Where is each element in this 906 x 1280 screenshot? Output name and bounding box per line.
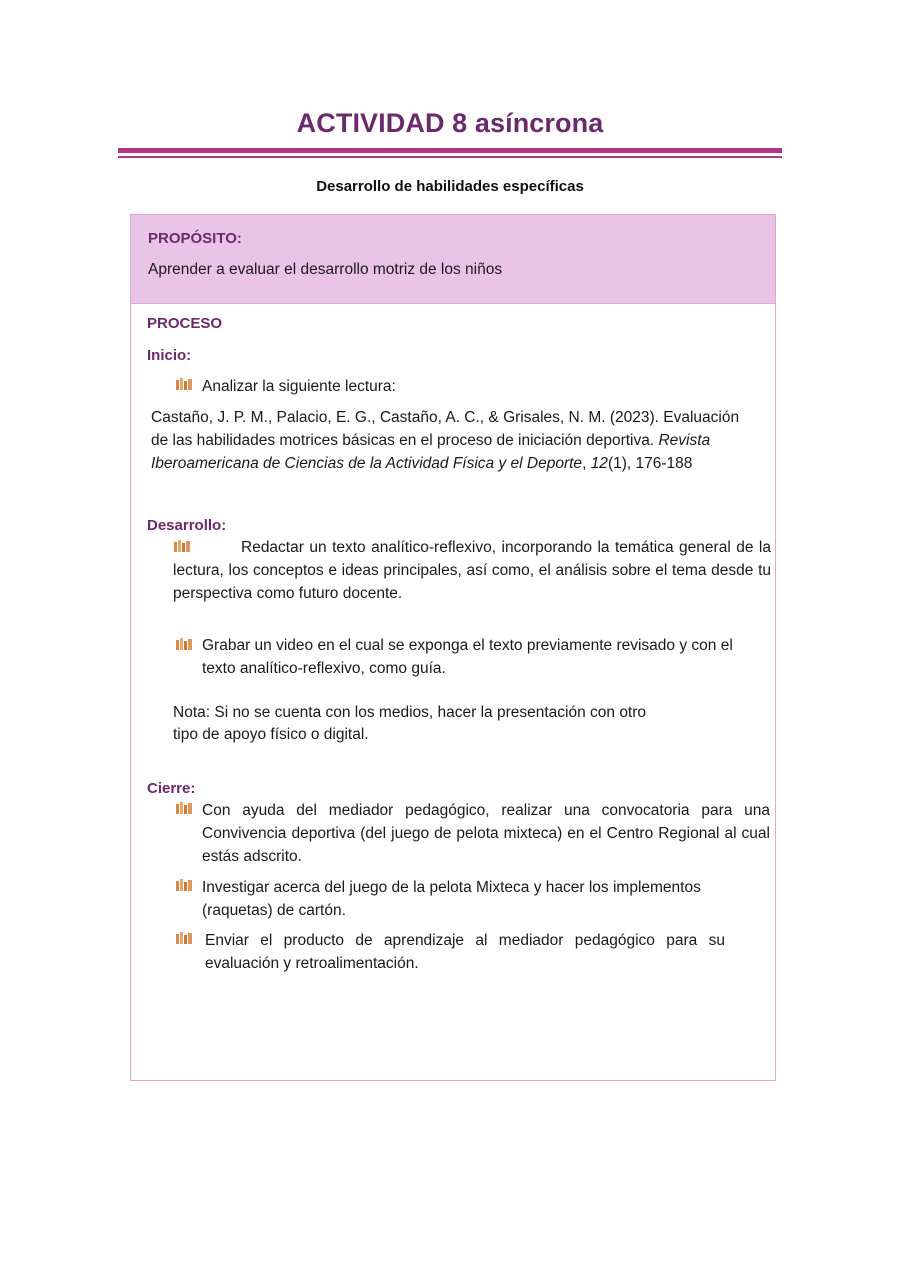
- activity-box: [130, 214, 776, 1081]
- note-line2: tipo de apoyo físico o digital.: [173, 726, 369, 743]
- page-title: ACTIVIDAD 8 asíncrona: [296, 108, 604, 138]
- book-bullet-icon: [175, 801, 195, 815]
- purpose-section: [131, 215, 775, 304]
- cierre-bullet1-text: Con ayuda del mediador pedagógico, realizar una convocatoria para una Convivencia deportiva (del juego de pelota mixteca) en el Centro Regional al cual estás adscrito.: [202, 802, 770, 865]
- reference-sep: ,: [582, 455, 591, 472]
- note-line1: Nota: Si no se cuenta con los medios, hacer la presentación con otro: [173, 704, 647, 721]
- reference-authors: Castaño, J. P. M., Palacio, E. G., Castaño, A. C., & Grisales, N. M. (2023). Evaluación de las habilidades motrices básicas en el proceso de iniciación deportiva.: [151, 409, 740, 449]
- title-rule-thin: [118, 156, 782, 158]
- page-subtitle: Desarrollo de habilidades específicas: [316, 178, 584, 195]
- reference-journal: Revista Iberoamericana de Ciencias de la Actividad Física y el Deporte: [151, 432, 711, 472]
- desarrollo-label: Desarrollo:: [147, 517, 227, 534]
- process-label: PROCESO: [147, 315, 223, 332]
- reference-pages: (1), 176-188: [607, 455, 693, 472]
- purpose-label: PROPÓSITO:: [148, 230, 242, 247]
- inicio-bullet-text: Analizar la siguiente lectura:: [202, 378, 396, 395]
- book-bullet-icon: [175, 931, 195, 945]
- reference-text: [151, 406, 757, 475]
- desarrollo-bullet1-text: Redactar un texto analítico-reflexivo, incorporando la temática general de la lectura, los conceptos e ideas principales, así como, el análisis sobre el tema desde tu perspectiva como futuro docente.: [173, 539, 771, 602]
- cierre-label: Cierre:: [147, 780, 196, 797]
- inicio-label: Inicio:: [147, 347, 192, 364]
- title-rule-thick: [118, 148, 782, 153]
- reference-volume: 12: [590, 455, 608, 472]
- book-bullet-icon: [175, 377, 195, 391]
- cierre-bullet3-text: Enviar el producto de aprendizaje al mediador pedagógico para su evaluación y retroalimentación.: [205, 932, 725, 972]
- book-bullet-icon: [175, 878, 195, 892]
- purpose-text: Aprender a evaluar el desarrollo motriz de los niños: [148, 261, 503, 278]
- cierre-bullet2-text: Investigar acerca del juego de la pelota Mixteca y hacer los implementos (raquetas) de cartón.: [202, 879, 701, 919]
- desarrollo-bullet2-text: Grabar un video en el cual se exponga el texto previamente revisado y con el texto analítico-reflexivo, como guía.: [202, 637, 733, 677]
